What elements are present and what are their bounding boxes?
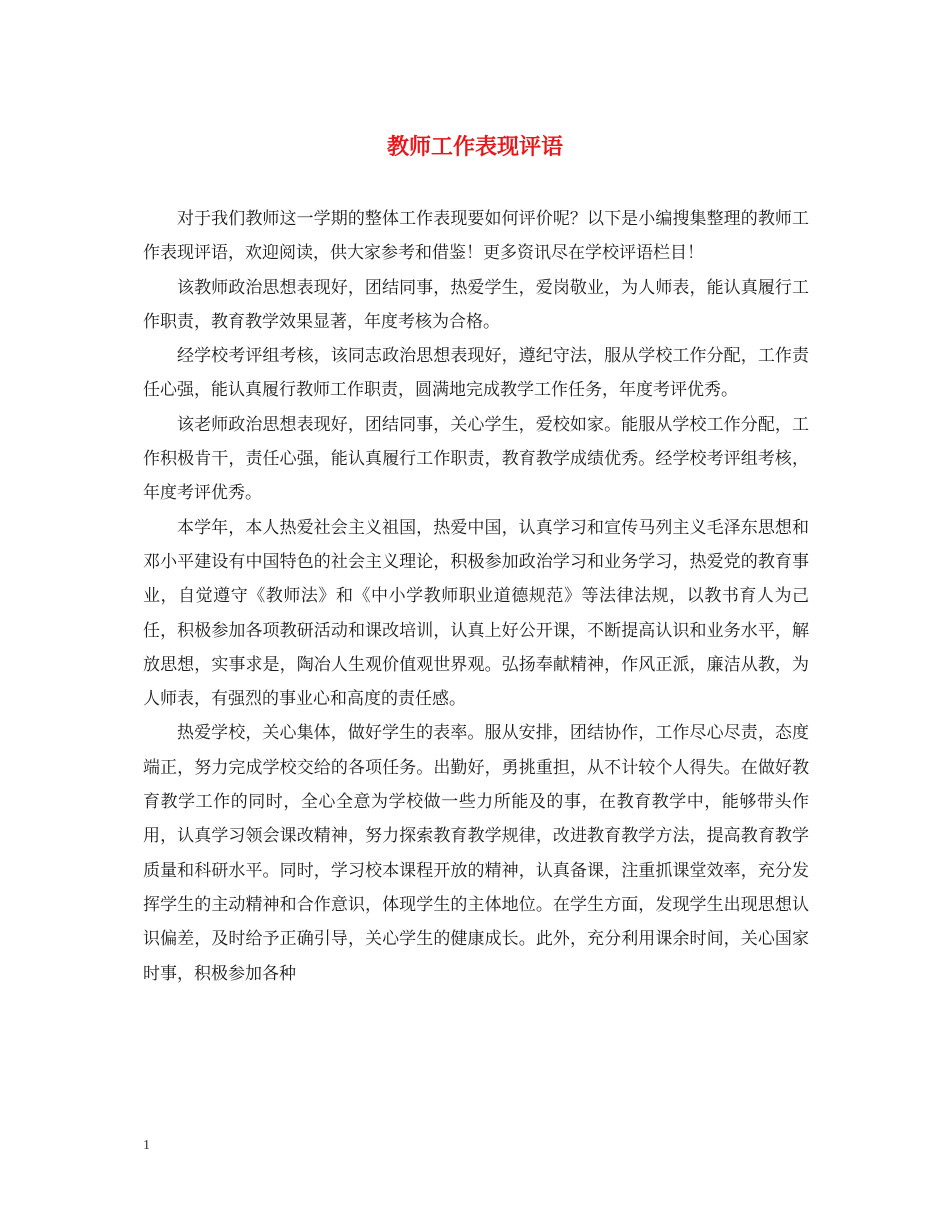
paragraph-comment-5: 热爱学校，关心集体，做好学生的表率。服从安排，团结协作，工作尽心尽责，态度端正，努力完成学校交给的各项任务。出勤好，勇挑重担，从不计较个人得失。在做好教育教学工作的同时，全心全意为学校做一些力所能及的事，在教育教学中，能够带头作用，认真学习领会课改精神，努力探索教育教学规律，改进教育教学方法，提高教育教学质量和科研水平。同时，学习校本课程开放的精神，认真备课，注重抓课堂效率，充分发挥学生的主动精神和合作意识，体现学生的主体地位。在学生方面，发现学生出现思想认识偏差，及时给予正确引导，关心学生的健康成长。此外，充分利用课余时间，关心国家时事，积极参加各种	[143, 723, 809, 984]
document-body	[143, 202, 809, 991]
page-number: 1	[143, 1138, 150, 1153]
document-title: 教师工作表现评语	[386, 134, 563, 160]
paragraph-comment-1: 该教师政治思想表现好，团结同事，热爱学生，爱岗敬业，为人师表，能认真履行工作职责，教育教学效果显著，年度考核为合格。	[143, 277, 809, 332]
paragraph-comment-4: 本学年，本人热爱社会主义祖国，热爱中国，认真学习和宣传马列主义毛泽东思想和邓小平建设有中国特色的社会主义理论，积极参加政治学习和业务学习，热爱党的教育事业，自觉遵守《教师法》和《中小学教师职业道德规范》等法律法规，以教书育人为己任，积极参加各项教研活动和课改培训，认真上好公开课，不断提高认识和业务水平，解放思想，实事求是，陶冶人生观价值观世界观。弘扬奉献精神，作风正派，廉洁从教，为人师表，有强烈的事业心和高度的责任感。	[143, 517, 809, 710]
paragraph-intro: 对于我们教师这一学期的整体工作表现要如何评价呢？以下是小编搜集整理的教师工作表现评语，欢迎阅读，供大家参考和借鉴！更多资讯尽在学校评语栏目！	[143, 209, 809, 264]
paragraph-comment-3: 该老师政治思想表现好，团结同事，关心学生，爱校如家。能服从学校工作分配，工作积极肯干，责任心强，能认真履行工作职责，教育教学成绩优秀。经学校考评组考核，年度考评优秀。	[143, 414, 809, 504]
paragraph-comment-2: 经学校考评组考核，该同志政治思想表现好，遵纪守法，服从学校工作分配，工作责任心强，能认真履行教师工作职责，圆满地完成教学工作任务，年度考评优秀。	[143, 346, 809, 401]
